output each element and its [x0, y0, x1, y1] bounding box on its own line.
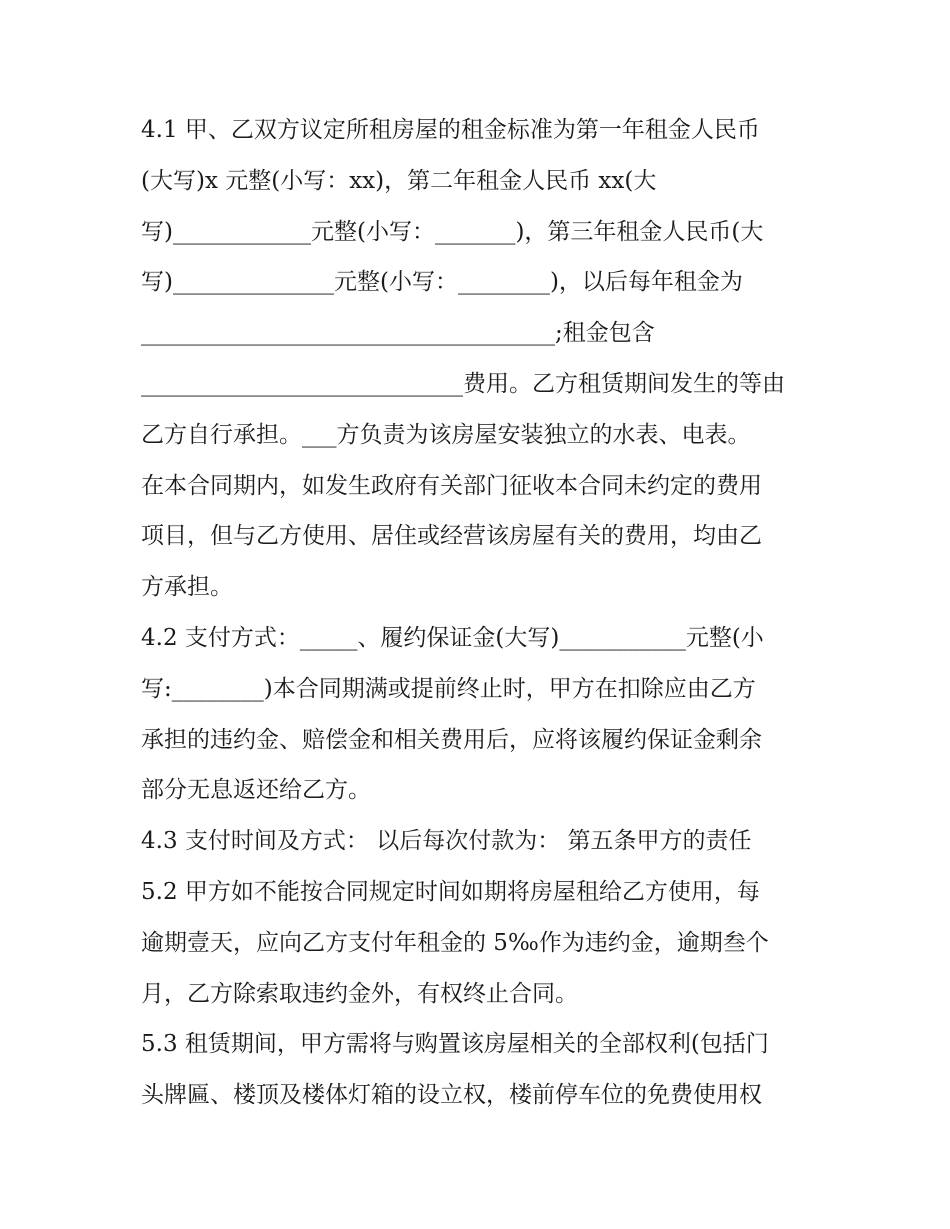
text-line: 4.2 支付方式：_____、履约保证金(大写)___________元整(小 [141, 624, 764, 651]
text-line: 逾期壹天，应向乙方支付年租金的 5‰作为违约金，逾期叁个 [141, 929, 769, 956]
text-line: ____________________________费用。乙方租赁期间发生的等由 [141, 370, 785, 397]
text-line: 4.1 甲、乙双方议定所租房屋的租金标准为第一年租金人民币 [141, 117, 760, 143]
text-line: 写)____________元整(小写：_______)，第三年租金人民币(大 [141, 218, 764, 245]
text-line: 乙方自行承担。___方负责为该房屋安装独立的水表、电表。 [141, 421, 751, 448]
text-line: 写)______________元整(小写：________)，以后每年租金为 [141, 269, 743, 296]
text-line: 4.3 支付时间及方式： 以后每次付款为： 第五条甲方的责任 [141, 828, 752, 855]
text-line: 写:________)本合同期满或提前终止时，甲方在扣除应由乙方 [141, 675, 756, 702]
contract-text [141, 105, 821, 1121]
text-line: 部分无息返还给乙方。 [141, 777, 371, 804]
text-line: 项目，但与乙方使用、居住或经营该房屋有关的费用，均由乙 [141, 523, 762, 550]
text-line: (大写)x 元整(小写：xx)，第二年租金人民币 xx(大 [141, 167, 657, 194]
text-line: 5.2 甲方如不能按合同规定时间如期将房屋租给乙方使用，每 [141, 878, 760, 905]
text-line: 5.3 租赁期间，甲方需将与购置该房屋相关的全部权利(包括门 [141, 1031, 769, 1058]
text-line: 月，乙方除索取违约金外，有权终止合同。 [141, 980, 578, 1007]
text-line: ____________________________________;租金包含 [141, 320, 655, 347]
text-line: 在本合同期内，如发生政府有关部门征收本合同未约定的费用 [141, 472, 762, 499]
text-line: 承担的违约金、赔偿金和相关费用后，应将该履约保证金剩余 [141, 726, 762, 753]
text-line: 头牌匾、楼顶及楼体灯箱的设立权，楼前停车位的免费使用权 [141, 1082, 762, 1109]
text-line: 方承担。 [141, 574, 233, 601]
